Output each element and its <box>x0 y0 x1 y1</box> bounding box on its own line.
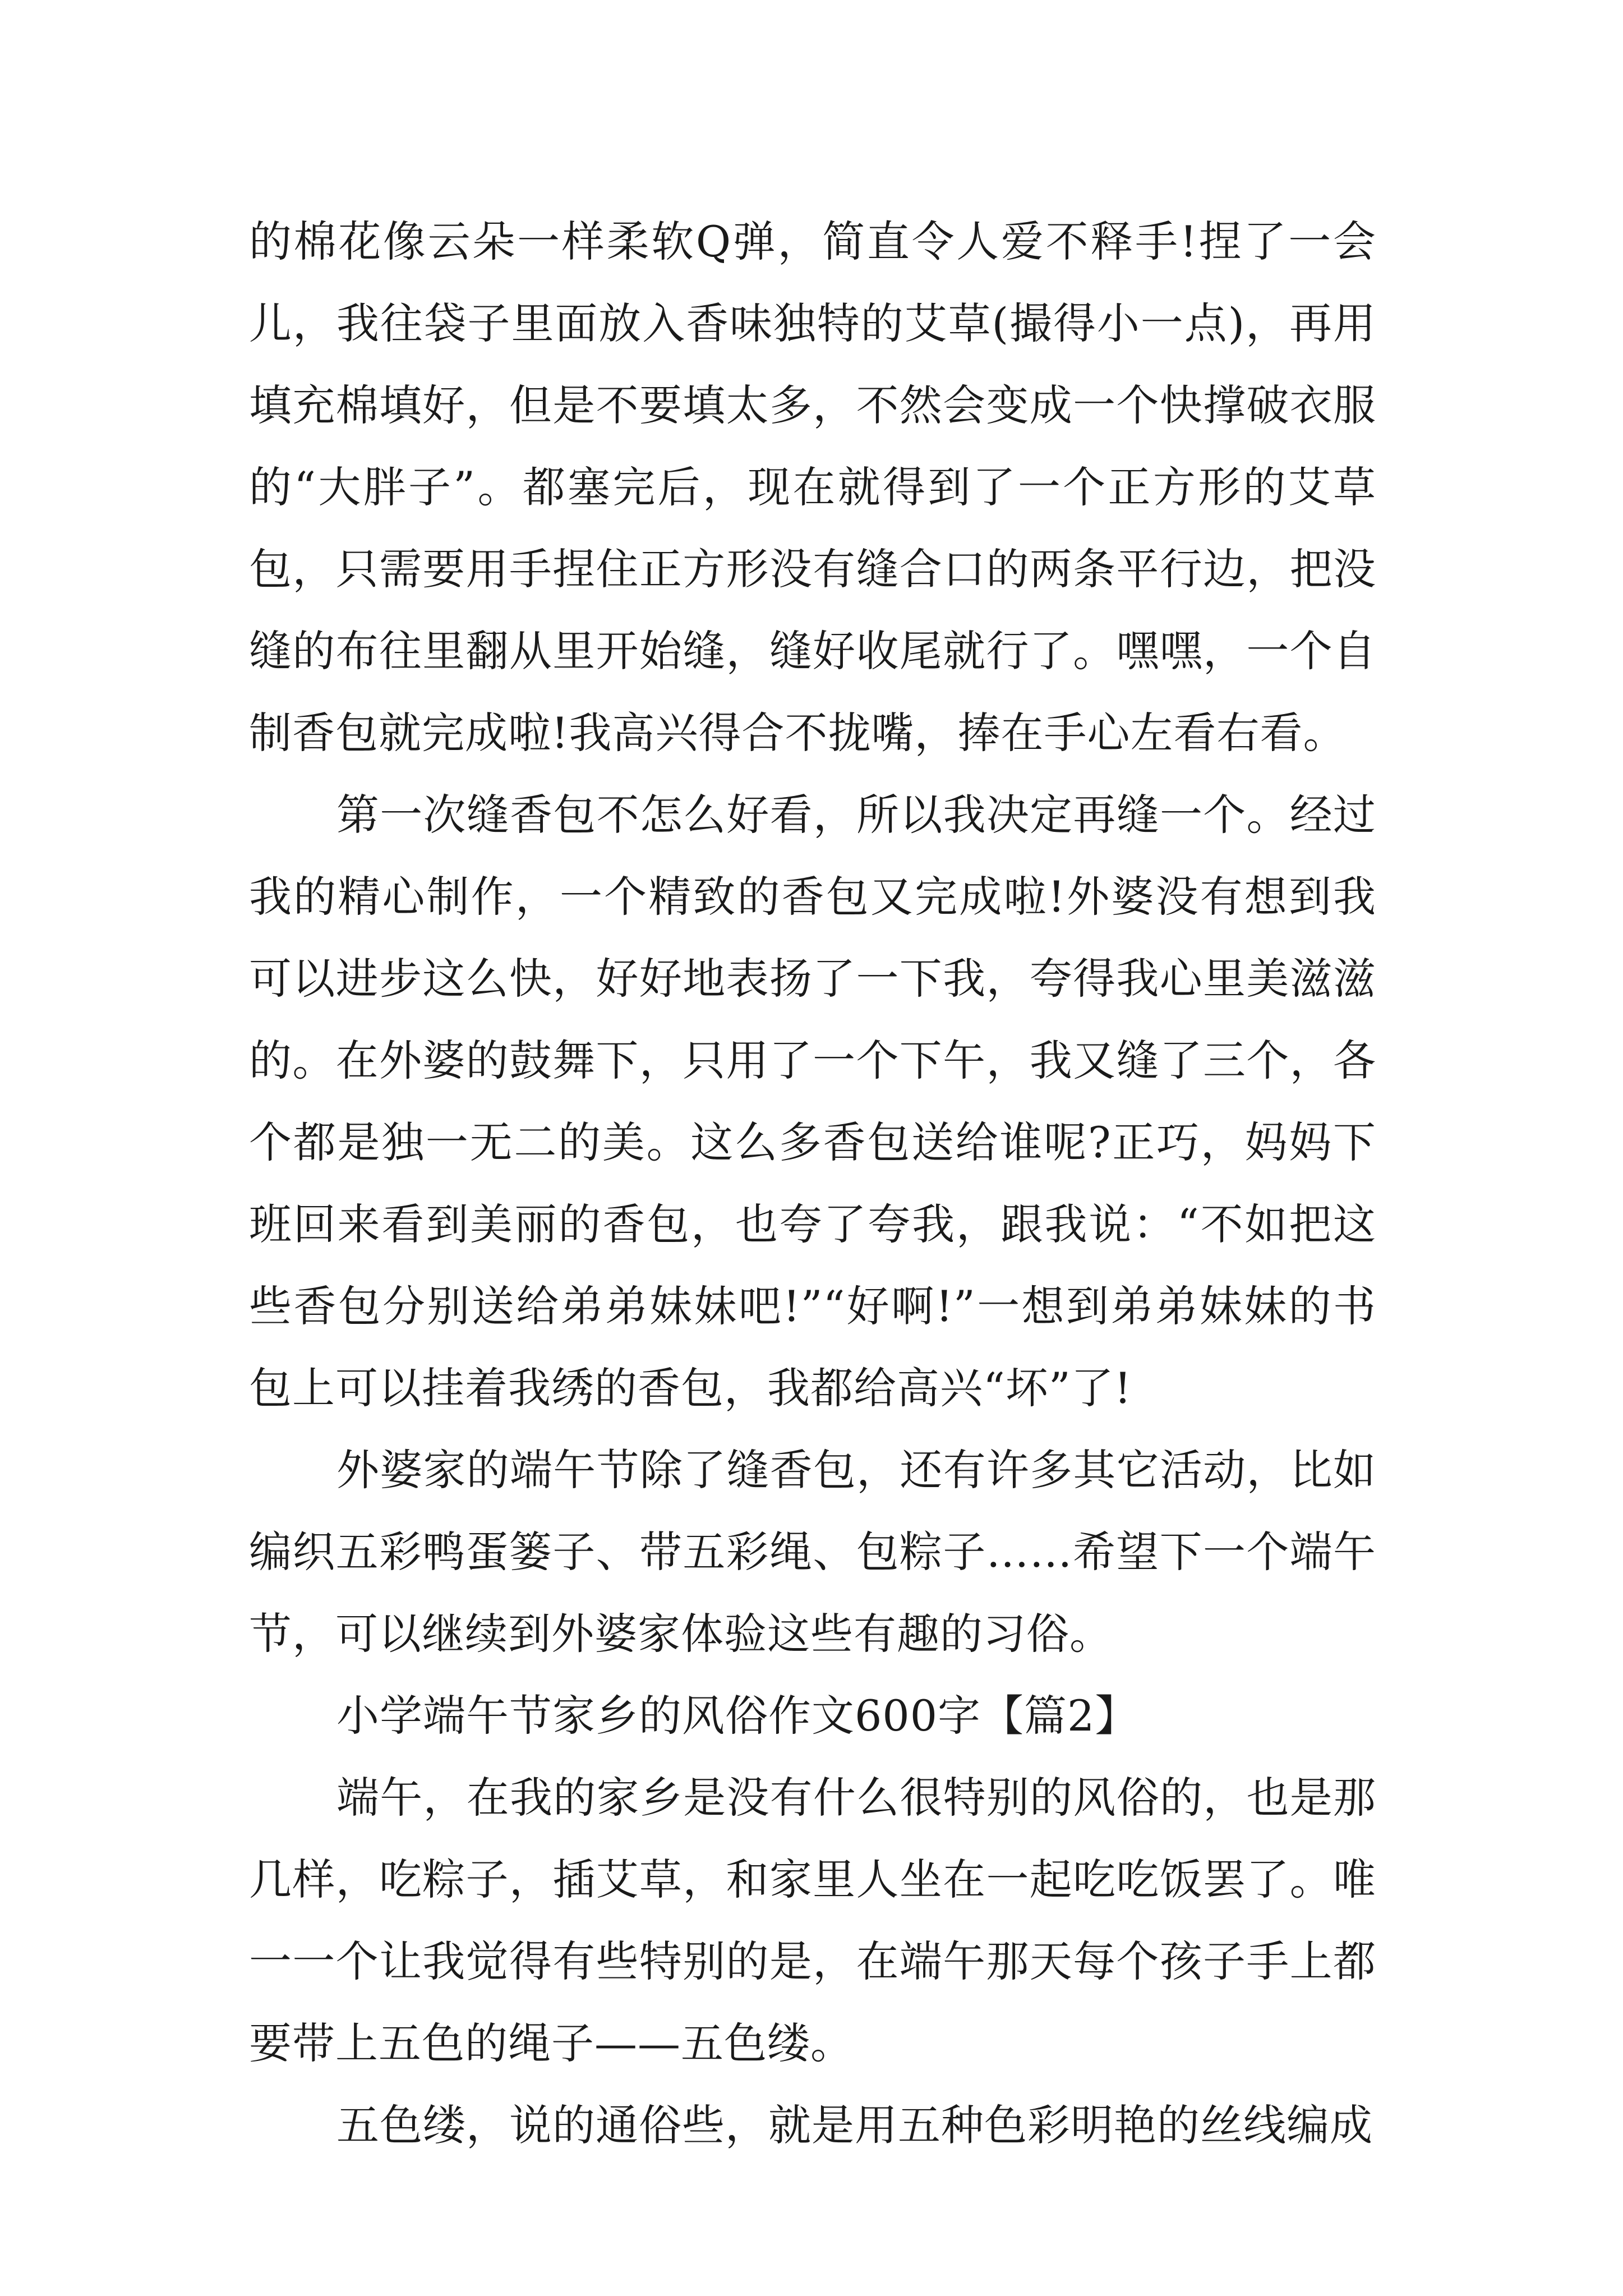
paragraph: 外婆家的端午节除了缝香包，还有许多其它活动，比如编织五彩鸭蛋篓子、带五彩绳、包粽子……希望下一个端午节，可以继续到外婆家体验这些有趣的习俗。 <box>249 1445 1376 1659</box>
document-body <box>249 201 1376 2166</box>
section-heading: 小学端午节家乡的风俗作文600字【篇2】 <box>336 1691 1138 1741</box>
paragraph: 端午，在我的家乡是没有什么很特别的风俗的，也是那几样，吃粽子，插艾草，和家里人坐在一起吃吃饭罢了。唯一一个让我觉得有些特别的是，在端午那天每个孩子手上都要带上五色的绳子——五色缕。 <box>249 1773 1376 2068</box>
paragraph-continued: 的棉花像云朵一样柔软Q弹，简直令人爱不释手!捏了一会儿，我往袋子里面放入香味独特的艾草(撮得小一点)，再用填充棉填好，但是不要填太多，不然会变成一个快撑破衣服的“大胖子”。都塞完后，现在就得到了一个正方形的艾草包，只需要用手捏住正方形没有缝合口的两条平行边，把没缝的布往里翻从里开始缝，缝好收尾就行了。嘿嘿，一个自制香包就完成啦!我高兴得合不拢嘴，捧在手心左看右看。 <box>249 217 1376 758</box>
paragraph: 五色缕，说的通俗些，就是用五种色彩明艳的丝线编成 <box>336 2100 1373 2150</box>
paragraph: 第一次缝香包不怎么好看，所以我决定再缝一个。经过我的精心制作，一个精致的香包又完成啦!外婆没有想到我可以进步这么快，好好地表扬了一下我，夸得我心里美滋滋的。在外婆的鼓舞下，只用了一个下午，我又缝了三个，各个都是独一无二的美。这么多香包送给谁呢?正巧，妈妈下班回来看到美丽的香包，也夸了夸我，跟我说：“不如把这些香包分别送给弟弟妹妹吧!”“好啊!”一想到弟弟妹妹的书包上可以挂着我绣的香包，我都给高兴“坏”了! <box>249 790 1376 1413</box>
